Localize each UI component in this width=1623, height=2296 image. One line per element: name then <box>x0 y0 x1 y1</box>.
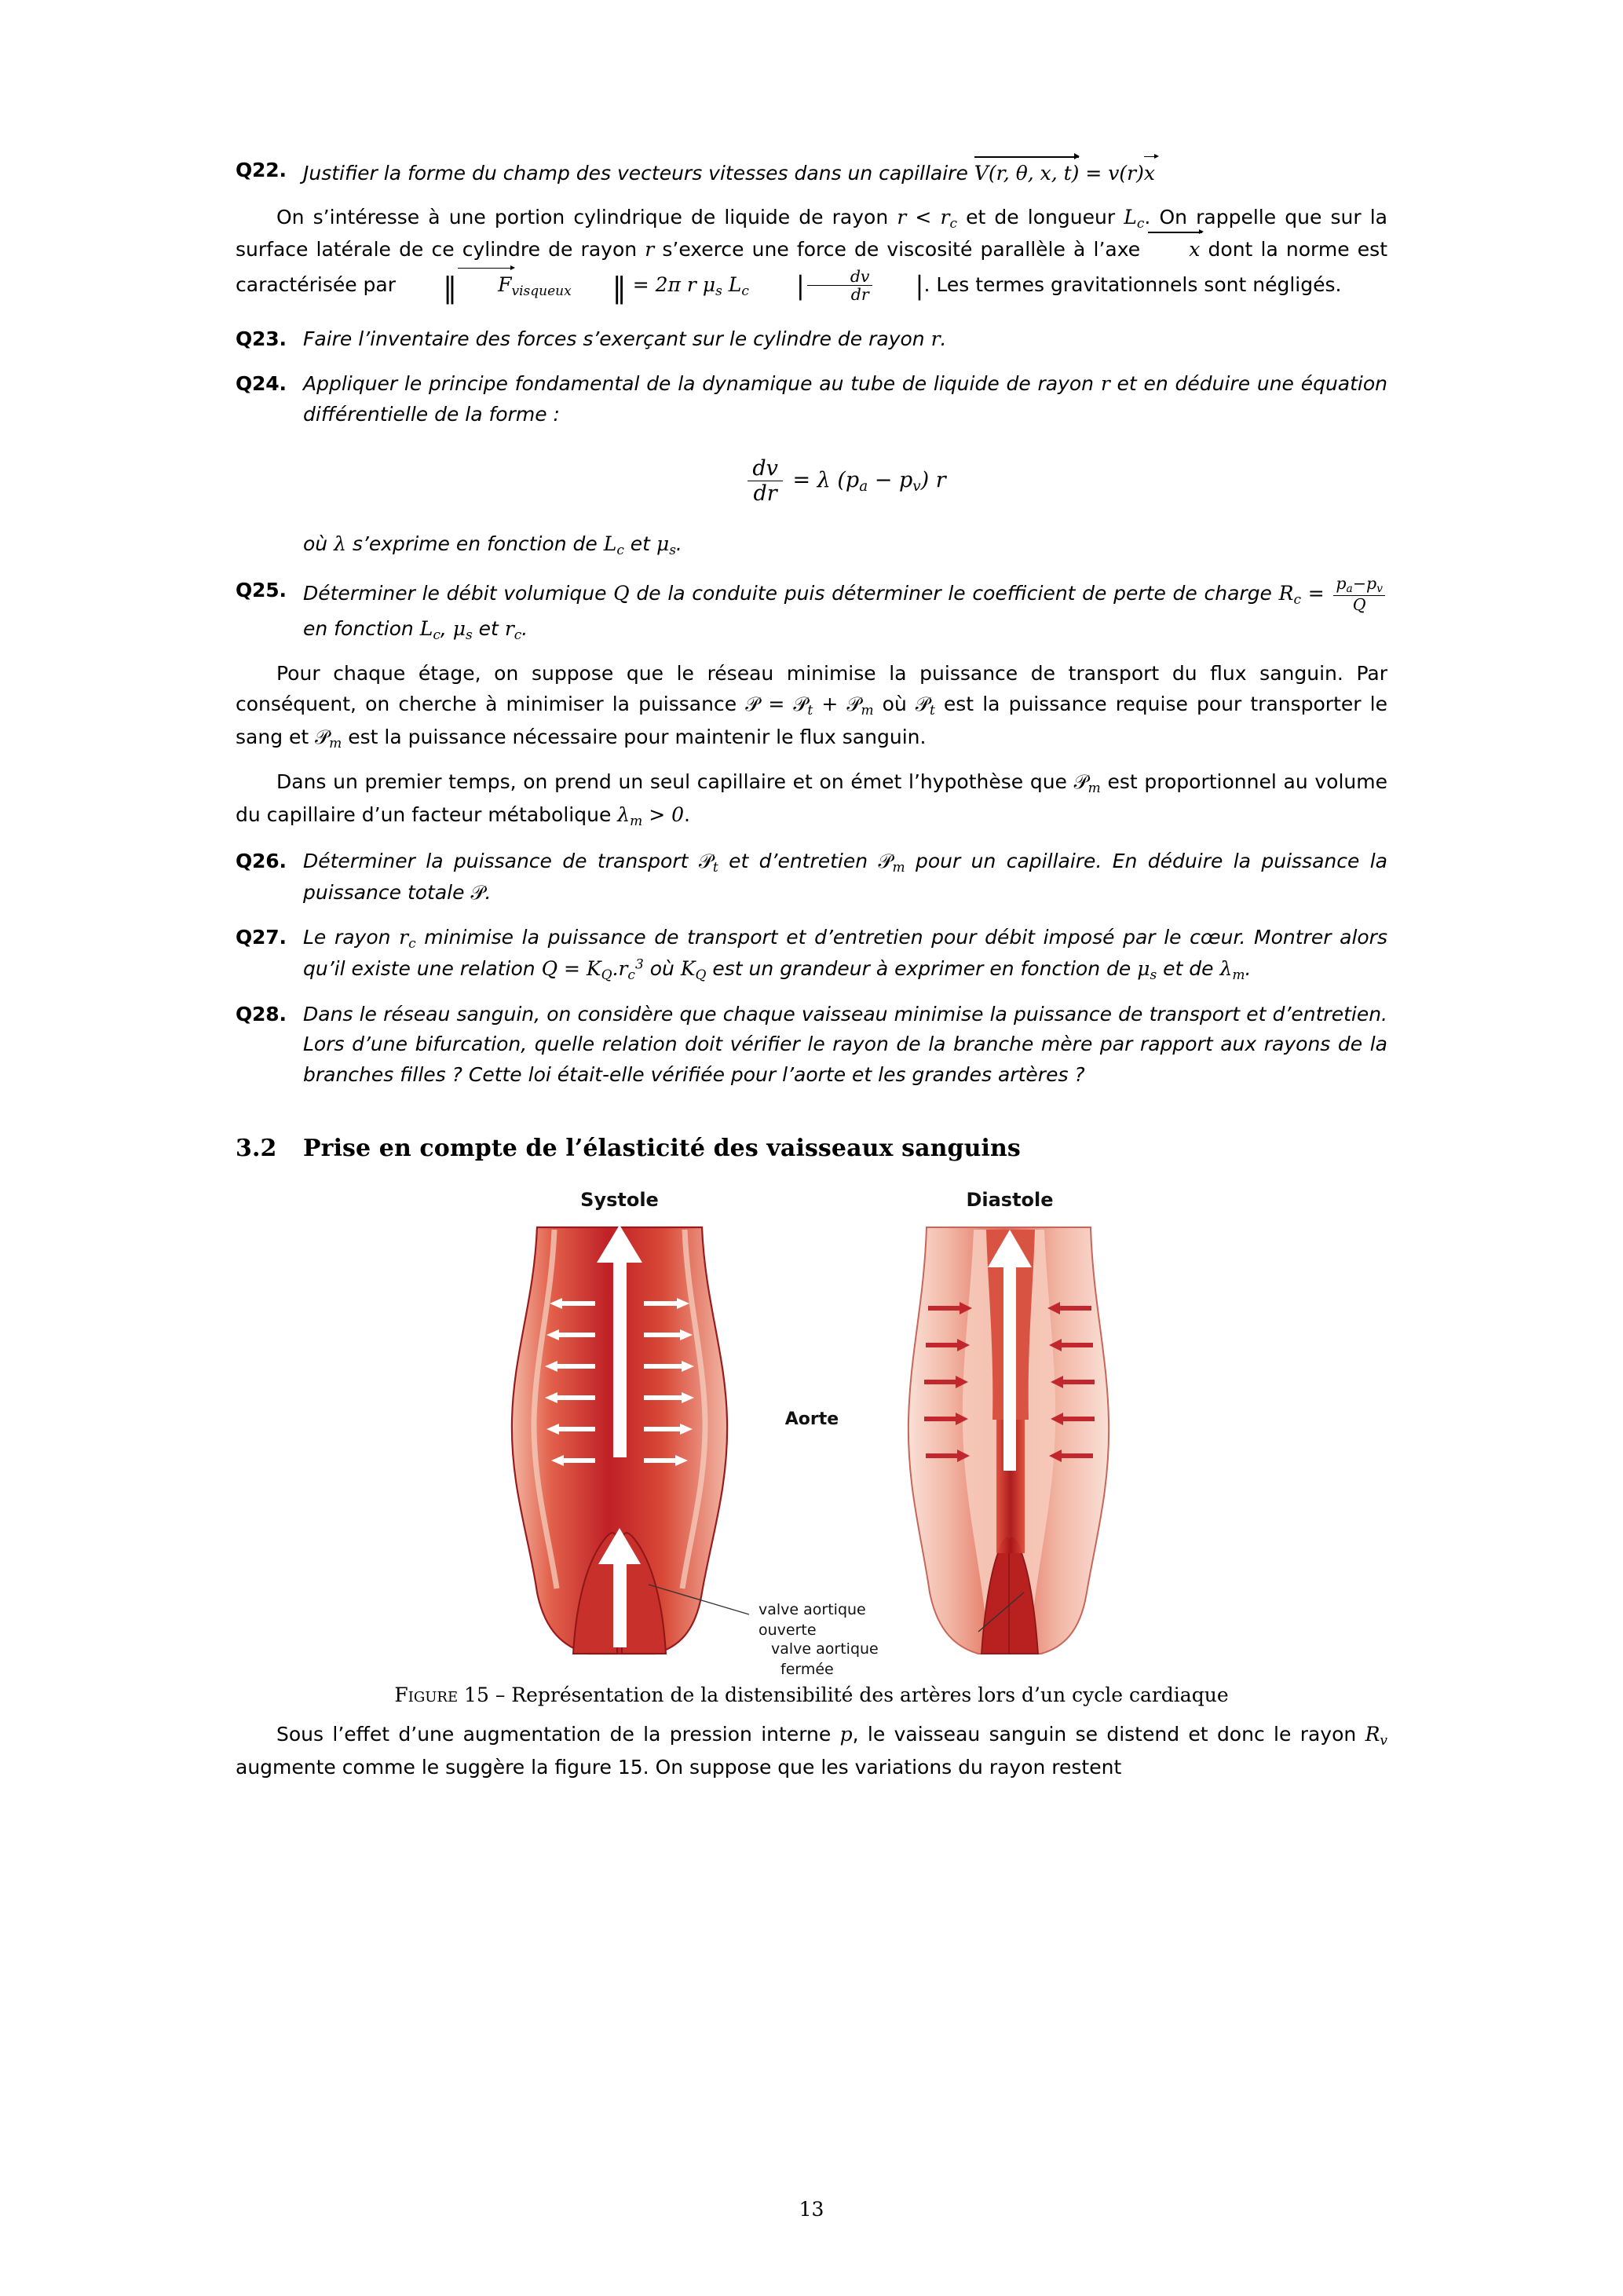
question-label: Q22. <box>236 159 287 181</box>
para1-seg3: . On rappelle que sur la surface latérale de ce cylindre de rayon <box>236 205 1387 261</box>
paragraph-cylinder <box>236 202 1387 310</box>
para1-seg5: dont la norme est caractérisée par <box>236 238 1387 296</box>
question-label: Q23. <box>236 327 287 351</box>
paragraph-capillaire: Dans un premier temps, on prend un seul capillaire et on émet l’hypothèse que 𝒫$_m$ est proportionnel au volume du capillaire d’un facteur métabolique $\lambda_m > 0$. <box>236 770 1387 829</box>
figure-caption-text: Représentation de la distensibilité des artères lors d’un cycle cardiaque <box>511 1683 1229 1706</box>
question-label: Q24. <box>236 371 287 395</box>
question-text: Faire l’inventaire des forces s’exerçant sur le cylindre de rayon r. <box>303 327 947 351</box>
q22-formula: V(r, θ, x, t) = v(r)x <box>974 162 1155 185</box>
para1-math4: x <box>1148 238 1200 261</box>
para1-seg2: et de longueur <box>966 205 1116 229</box>
question-q28 <box>236 1000 1387 1091</box>
para1-math2: $L_c$ <box>1124 205 1145 232</box>
question-q26 <box>236 846 1387 909</box>
section-heading <box>236 1135 1387 1162</box>
para1-seg6: . Les termes gravitationnels sont négligés. <box>923 272 1342 296</box>
label-systole: Systole <box>579 1188 659 1211</box>
page-number: 13 <box>799 2198 824 2221</box>
aorta-diagram <box>419 1184 1204 1678</box>
label-diastole: Diastole <box>965 1188 1054 1211</box>
q22-statement: Justifier la forme du champ des vecteurs vitesses dans un capillaire <box>303 162 968 185</box>
systole-vessel <box>511 1225 726 1654</box>
section-title: Prise en compte de l’élasticité des vaisseaux sanguins <box>303 1134 1021 1162</box>
paragraph-elasticite: Sous l’effet d’une augmentation de la pression interne p, le vaisseau sanguin se distend et donc le rayon $R_v$ augmente comme le suggère la figure 15. On suppose que les variations du rayon restent <box>236 1722 1388 1779</box>
figure-caption-label: Figure 15 <box>394 1683 489 1706</box>
question-text: Déterminer la puissance de transport 𝒫$_t$ et d’entretien 𝒫$_m$ pour un capillaire. En déduire la puissance la puissance totale 𝒫. <box>303 849 1388 904</box>
figure-15 <box>236 1184 1387 1678</box>
question-label: Q27. <box>236 925 287 949</box>
label-valve-open-line1: valve aortique <box>758 1600 866 1618</box>
diastole-vessel <box>908 1227 1108 1654</box>
question-text: Dans le réseau sanguin, on considère que chaque vaisseau minimise la puissance de transport et d’entretien. Lors d’une bifurcation, quelle relation doit vérifier le rayon de la branche mère par rapport aux rayons de la branches filles ? Cette loi était-elle vérifiée pour l’aorte et les grandes artères ? <box>303 1002 1387 1087</box>
question-label: Q28. <box>236 1002 287 1026</box>
para1-math3: r <box>645 238 655 261</box>
figure-caption <box>236 1684 1387 1706</box>
figure-caption-dash: – <box>495 1683 506 1706</box>
question-q22 <box>236 155 1387 189</box>
question-label: Q26. <box>236 849 287 872</box>
paragraph-puissance: Pour chaque étage, on suppose que le réseau minimise la puissance de transport du flux sanguin. Par conséquent, on cherche à minimiser la puissance 𝒫 = 𝒫$_t$ + 𝒫$_m$ où 𝒫$_t$ est la puissance requise pour transporter le sang et 𝒫$_m$ est la puissance nécessaire pour maintenir le flux sanguin. <box>236 661 1387 751</box>
para1-math5: ‖ F $_{visqueux}$ ‖ = 2π r $\mu_s$ $L_c$ | $\frac{dv}{dr}$ | <box>442 266 924 305</box>
question-text: Déterminer le débit volumique Q de la conduite puis déterminer le coefficient de perte de charge $R_c$ = $\frac{p_a-p_v}{Q}$ en fonction $L_c$, $\mu_s$ et $r_c$. <box>303 576 1387 645</box>
question-text: Le rayon $r_c$ minimise la puissance de transport et d’entretien pour débit imposé par le cœur. Montrer alors qu’il existe une relation $Q = K_Q.r_c^3$ où $K_Q$ est un grandeur à exprimer en fonction de $\mu_s$ et de $\lambda_m$. <box>303 925 1387 983</box>
para1-seg4: s’exerce une force de viscosité parallèle à l’axe <box>662 238 1141 261</box>
label-valve-open-line2: ouverte <box>758 1621 817 1639</box>
question-q27 <box>236 923 1387 985</box>
question-text <box>303 155 1387 189</box>
question-text: Appliquer le principe fondamental de la dynamique au tube de liquide de rayon r et en déduire une équation différentielle de la forme : $\frac{dv}{dr}$ = λ $(p_a - p_v)$ r où λ s’exprime en fonction de $L_c$ et $\mu_s$. <box>303 371 1387 559</box>
para1-seg1: On s’intéresse à une portion cylindrique de liquide de rayon <box>276 205 889 229</box>
question-q24 <box>236 369 1387 561</box>
para1-math1: $r < r_c$ <box>897 205 957 232</box>
label-aorte: Aorte <box>784 1409 839 1429</box>
equation-dv-dr: $\frac{dv}{dr}$ = λ $(p_a - p_v)$ r <box>303 456 1387 506</box>
question-q23 <box>236 324 1387 355</box>
label-valve-closed-line2: fermée <box>780 1660 834 1678</box>
question-q25 <box>236 573 1387 645</box>
question-label: Q25. <box>236 578 287 601</box>
label-valve-closed-line1: valve aortique <box>770 1640 879 1658</box>
section-number: 3.2 <box>236 1134 277 1162</box>
